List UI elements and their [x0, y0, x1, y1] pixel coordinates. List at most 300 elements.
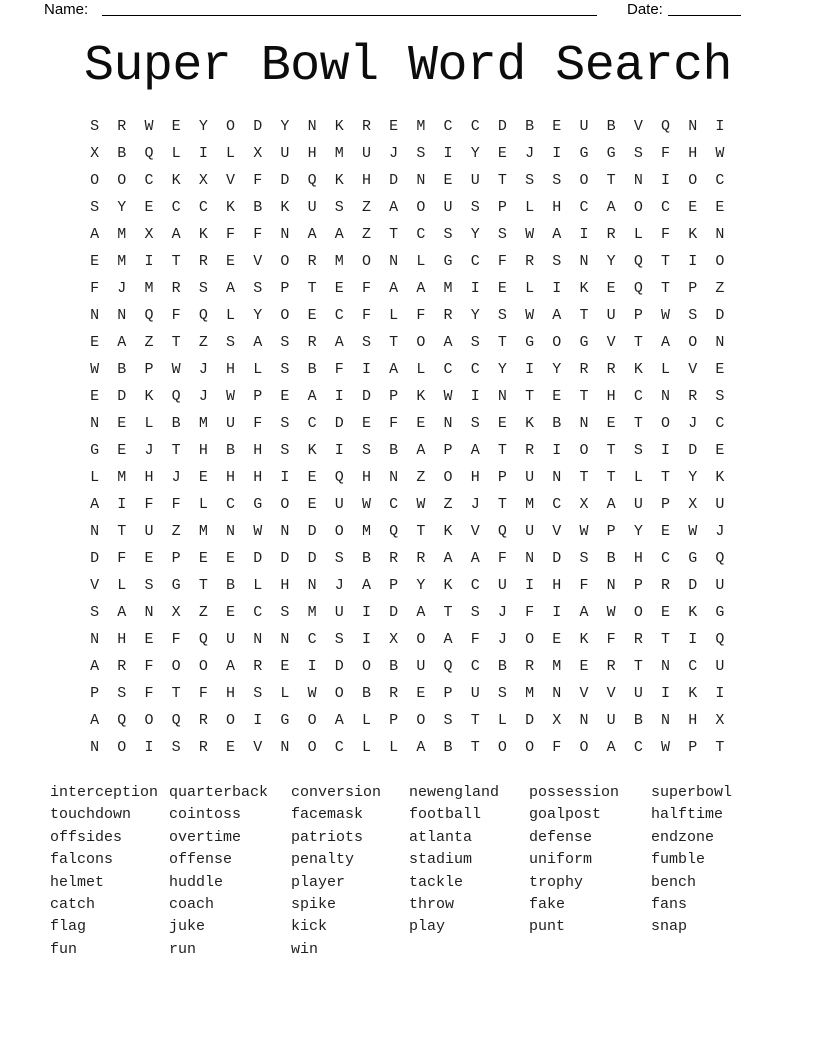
grid-letter: P — [389, 712, 399, 729]
grid-letter: A — [416, 442, 426, 459]
grid-letter: Y — [552, 361, 562, 378]
word-bank-item: throw — [409, 895, 455, 913]
grid-letter: M — [416, 118, 426, 135]
grid-letter: R — [198, 739, 208, 756]
grid-letter: E — [688, 199, 698, 216]
grid-letter: E — [606, 415, 616, 432]
grid-letter: U — [280, 145, 290, 162]
grid-letter: P — [633, 307, 643, 324]
grid-letter: W — [579, 523, 589, 540]
grid-letter: N — [579, 415, 589, 432]
grid-letter: Y — [416, 577, 426, 594]
grid-letter: F — [334, 361, 344, 378]
grid-letter: E — [280, 658, 290, 675]
grid-letter: B — [361, 685, 371, 702]
grid-letter: P — [606, 523, 616, 540]
grid-letter: J — [117, 280, 127, 297]
word-bank-item: fumble — [651, 851, 706, 869]
grid-letter: N — [661, 712, 671, 729]
grid-letter: M — [361, 523, 371, 540]
grid-letter: D — [361, 388, 371, 405]
grid-letter: T — [470, 739, 480, 756]
grid-letter: A — [334, 226, 344, 243]
grid-letter: E — [715, 361, 725, 378]
grid-letter: S — [470, 604, 480, 621]
grid-letter: M — [307, 604, 317, 621]
word-bank-item: punt — [529, 918, 566, 936]
grid-letter: W — [226, 388, 236, 405]
grid-letter: S — [90, 199, 100, 216]
grid-letter: E — [497, 415, 507, 432]
word-bank-item: player — [291, 873, 346, 891]
grid-letter: K — [688, 604, 698, 621]
grid-letter: B — [633, 712, 643, 729]
grid-row — [81, 707, 734, 734]
grid-letter: N — [253, 631, 263, 648]
grid-letter: E — [144, 631, 154, 648]
grid-letter: O — [416, 712, 426, 729]
grid-row — [81, 653, 734, 680]
grid-letter: C — [633, 388, 643, 405]
grid-letter: B — [361, 550, 371, 567]
grid-letter: P — [688, 739, 698, 756]
grid-letter: Z — [361, 199, 371, 216]
grid-letter: P — [661, 496, 671, 513]
word-bank-item: overtime — [169, 828, 242, 846]
grid-letter: H — [253, 469, 263, 486]
grid-letter: Y — [198, 118, 208, 135]
grid-letter: J — [389, 145, 399, 162]
grid-letter: E — [226, 550, 236, 567]
grid-letter: L — [416, 361, 426, 378]
grid-letter: K — [579, 631, 589, 648]
word-bank-item: superbowl — [651, 784, 733, 801]
grid-letter: L — [361, 739, 371, 756]
grid-letter: V — [253, 739, 263, 756]
grid-letter: E — [90, 253, 100, 270]
grid-letter: J — [525, 145, 535, 162]
word-bank-item: touchdown — [50, 806, 132, 824]
grid-row — [81, 464, 734, 491]
grid-letter: E — [226, 739, 236, 756]
grid-letter: M — [334, 145, 344, 162]
grid-letter: S — [525, 172, 535, 189]
grid-letter: Q — [171, 712, 181, 729]
grid-letter: N — [443, 415, 453, 432]
grid-letter: O — [661, 415, 671, 432]
grid-letter: F — [226, 226, 236, 243]
grid-letter: A — [606, 199, 616, 216]
grid-row — [81, 626, 734, 653]
grid-letter: E — [307, 307, 317, 324]
grid-letter: W — [253, 523, 263, 540]
grid-letter: S — [579, 550, 589, 567]
word-bank-column — [50, 782, 158, 961]
grid-letter: I — [117, 496, 127, 513]
grid-letter: L — [661, 361, 671, 378]
grid-letter: E — [416, 685, 426, 702]
grid-letter: T — [497, 334, 507, 351]
grid-letter: C — [307, 415, 317, 432]
grid-letter: T — [389, 334, 399, 351]
grid-letter: L — [633, 469, 643, 486]
grid-letter: G — [579, 145, 589, 162]
grid-letter: O — [688, 172, 698, 189]
grid-letter: M — [117, 226, 127, 243]
grid-letter: C — [470, 577, 480, 594]
grid-letter: K — [334, 172, 344, 189]
grid-letter: C — [470, 118, 480, 135]
grid-letter: A — [579, 604, 589, 621]
grid-letter: C — [253, 604, 263, 621]
word-bank-item: atlanta — [409, 828, 473, 846]
word-bank-item: juke — [169, 918, 206, 936]
grid-row — [81, 140, 734, 167]
grid-letter: F — [661, 145, 671, 162]
grid-letter: K — [443, 523, 453, 540]
grid-letter: Q — [198, 631, 208, 648]
grid-letter: O — [525, 631, 535, 648]
grid-letter: N — [633, 172, 643, 189]
grid-letter: W — [606, 604, 616, 621]
grid-letter: O — [307, 739, 317, 756]
grid-letter: M — [117, 253, 127, 270]
grid-letter: U — [226, 631, 236, 648]
word-bank-column — [651, 782, 732, 939]
grid-letter: S — [90, 604, 100, 621]
grid-letter: F — [171, 631, 181, 648]
grid-letter: U — [361, 145, 371, 162]
grid-letter: N — [661, 388, 671, 405]
grid-letter: G — [90, 442, 100, 459]
grid-letter: R — [606, 361, 616, 378]
grid-letter: E — [280, 388, 290, 405]
grid-letter: L — [253, 577, 263, 594]
grid-letter: L — [117, 577, 127, 594]
grid-letter: Y — [606, 253, 616, 270]
grid-letter: W — [443, 388, 453, 405]
grid-letter: I — [253, 712, 263, 729]
grid-letter: O — [117, 172, 127, 189]
grid-letter: B — [552, 415, 562, 432]
grid-letter: C — [715, 172, 725, 189]
letter-grid — [81, 113, 734, 761]
grid-letter: U — [525, 469, 535, 486]
grid-letter: T — [579, 307, 589, 324]
grid-letter: E — [117, 415, 127, 432]
grid-letter: E — [361, 415, 371, 432]
grid-letter: S — [280, 415, 290, 432]
grid-letter: Z — [198, 334, 208, 351]
grid-letter: T — [307, 280, 317, 297]
grid-letter: I — [144, 739, 154, 756]
word-bank-item: win — [291, 940, 319, 958]
grid-letter: Y — [633, 523, 643, 540]
grid-letter: R — [307, 253, 317, 270]
grid-letter: R — [525, 658, 535, 675]
grid-letter: T — [497, 172, 507, 189]
grid-letter: K — [443, 577, 453, 594]
grid-letter: U — [307, 199, 317, 216]
grid-letter: N — [497, 388, 507, 405]
grid-letter: S — [280, 604, 290, 621]
grid-letter: G — [171, 577, 181, 594]
word-bank-column — [409, 782, 499, 939]
grid-letter: A — [90, 496, 100, 513]
grid-letter: T — [633, 415, 643, 432]
grid-letter: S — [280, 442, 290, 459]
grid-letter: F — [361, 307, 371, 324]
grid-row — [81, 680, 734, 707]
grid-letter: T — [171, 253, 181, 270]
grid-letter: E — [389, 118, 399, 135]
grid-letter: U — [416, 658, 426, 675]
grid-letter: T — [525, 388, 535, 405]
grid-letter: S — [90, 118, 100, 135]
grid-letter: A — [90, 226, 100, 243]
grid-letter: C — [688, 658, 698, 675]
word-bank-item: patriots — [291, 828, 364, 846]
grid-letter: N — [90, 415, 100, 432]
grid-letter: S — [633, 145, 643, 162]
grid-letter: V — [253, 253, 263, 270]
grid-letter: E — [416, 415, 426, 432]
grid-letter: K — [688, 226, 698, 243]
grid-letter: H — [361, 469, 371, 486]
grid-letter: R — [253, 658, 263, 675]
grid-letter: T — [117, 523, 127, 540]
grid-letter: N — [416, 172, 426, 189]
grid-letter: A — [117, 334, 127, 351]
grid-letter: L — [280, 685, 290, 702]
grid-letter: H — [552, 199, 562, 216]
grid-letter: R — [416, 550, 426, 567]
grid-letter: H — [688, 712, 698, 729]
grid-letter: O — [579, 739, 589, 756]
grid-letter: D — [715, 307, 725, 324]
word-bank-item: flag — [50, 918, 87, 936]
grid-letter: R — [307, 334, 317, 351]
grid-letter: M — [334, 253, 344, 270]
grid-letter: D — [253, 550, 263, 567]
grid-letter: A — [90, 712, 100, 729]
grid-letter: I — [661, 685, 671, 702]
grid-letter: U — [470, 685, 480, 702]
grid-letter: I — [661, 172, 671, 189]
grid-letter: O — [715, 253, 725, 270]
grid-letter: Q — [307, 172, 317, 189]
grid-letter: L — [633, 226, 643, 243]
grid-letter: J — [688, 415, 698, 432]
grid-letter: S — [144, 577, 154, 594]
grid-letter: N — [606, 577, 616, 594]
grid-letter: I — [552, 280, 562, 297]
grid-letter: E — [90, 334, 100, 351]
grid-letter: S — [416, 145, 426, 162]
grid-letter: S — [688, 307, 698, 324]
grid-letter: O — [633, 199, 643, 216]
grid-letter: H — [307, 145, 317, 162]
word-bank-column — [169, 782, 268, 961]
grid-row — [81, 275, 734, 302]
grid-letter: O — [416, 334, 426, 351]
grid-letter: A — [389, 199, 399, 216]
grid-letter: K — [633, 361, 643, 378]
grid-letter: O — [579, 442, 589, 459]
grid-letter: A — [552, 307, 562, 324]
grid-letter: F — [253, 226, 263, 243]
grid-letter: A — [661, 334, 671, 351]
grid-letter: D — [307, 550, 317, 567]
grid-letter: S — [552, 253, 562, 270]
grid-letter: H — [226, 361, 236, 378]
grid-letter: P — [389, 388, 399, 405]
grid-letter: M — [117, 469, 127, 486]
grid-letter: E — [226, 253, 236, 270]
grid-letter: E — [226, 604, 236, 621]
grid-letter: X — [253, 145, 263, 162]
grid-letter: A — [90, 658, 100, 675]
grid-letter: Y — [470, 145, 480, 162]
grid-letter: T — [198, 577, 208, 594]
grid-letter: O — [633, 604, 643, 621]
grid-letter: Y — [497, 361, 507, 378]
grid-letter: D — [90, 550, 100, 567]
grid-letter: P — [633, 577, 643, 594]
grid-letter: I — [470, 388, 480, 405]
grid-letter: W — [715, 145, 725, 162]
word-bank-item: stadium — [409, 851, 473, 869]
grid-letter: Q — [715, 550, 725, 567]
word-bank-item: football — [409, 806, 482, 824]
grid-letter: I — [525, 361, 535, 378]
grid-letter: L — [416, 253, 426, 270]
grid-letter: H — [606, 388, 616, 405]
word-bank-item: snap — [651, 918, 688, 936]
grid-letter: S — [253, 280, 263, 297]
grid-letter: K — [198, 226, 208, 243]
grid-letter: A — [470, 442, 480, 459]
grid-letter: Q — [715, 631, 725, 648]
grid-letter: E — [90, 388, 100, 405]
grid-letter: Z — [144, 334, 154, 351]
grid-letter: Y — [470, 226, 480, 243]
word-bank-item: penalty — [291, 851, 355, 869]
grid-letter: P — [688, 280, 698, 297]
grid-letter: Z — [443, 496, 453, 513]
grid-letter: N — [280, 739, 290, 756]
grid-letter: S — [470, 334, 480, 351]
grid-letter: L — [171, 145, 181, 162]
grid-letter: O — [552, 334, 562, 351]
grid-letter: U — [715, 577, 725, 594]
grid-letter: O — [525, 739, 535, 756]
grid-letter: A — [552, 226, 562, 243]
grid-letter: W — [90, 361, 100, 378]
page-title: Super Bowl Word Search — [83, 38, 732, 95]
grid-letter: E — [144, 199, 154, 216]
grid-letter: Z — [171, 523, 181, 540]
grid-letter: F — [90, 280, 100, 297]
grid-letter: V — [579, 685, 589, 702]
grid-letter: A — [334, 712, 344, 729]
grid-letter: C — [579, 199, 589, 216]
grid-letter: N — [579, 712, 589, 729]
grid-letter: G — [606, 145, 616, 162]
grid-letter: B — [226, 577, 236, 594]
grid-letter: E — [497, 280, 507, 297]
grid-letter: L — [144, 415, 154, 432]
grid-letter: K — [171, 172, 181, 189]
grid-letter: U — [334, 496, 344, 513]
grid-letter: N — [307, 577, 317, 594]
grid-letter: W — [661, 307, 671, 324]
grid-letter: F — [525, 604, 535, 621]
grid-letter: N — [715, 334, 725, 351]
word-bank-item: conversion — [291, 784, 382, 801]
grid-letter: F — [198, 685, 208, 702]
grid-letter: Q — [633, 253, 643, 270]
grid-letter: I — [334, 388, 344, 405]
grid-letter: L — [525, 280, 535, 297]
grid-letter: D — [552, 550, 562, 567]
grid-letter: R — [633, 631, 643, 648]
grid-letter: S — [280, 361, 290, 378]
grid-row — [81, 194, 734, 221]
grid-letter: C — [334, 307, 344, 324]
grid-letter: T — [715, 739, 725, 756]
grid-letter: I — [688, 253, 698, 270]
grid-letter: S — [171, 739, 181, 756]
grid-letter: O — [497, 739, 507, 756]
grid-letter: K — [525, 415, 535, 432]
grid-letter: N — [280, 226, 290, 243]
grid-letter: F — [253, 415, 263, 432]
grid-letter: S — [334, 199, 344, 216]
word-bank-item: catch — [50, 895, 96, 913]
grid-letter: I — [361, 631, 371, 648]
grid-letter: V — [470, 523, 480, 540]
grid-letter: S — [198, 280, 208, 297]
grid-letter: C — [226, 496, 236, 513]
grid-letter: Z — [198, 604, 208, 621]
grid-letter: O — [307, 712, 317, 729]
grid-letter: J — [715, 523, 725, 540]
word-bank-item: bench — [651, 873, 697, 891]
grid-letter: C — [389, 496, 399, 513]
grid-letter: O — [416, 199, 426, 216]
grid-letter: U — [144, 523, 154, 540]
grid-letter: S — [280, 334, 290, 351]
grid-letter: L — [389, 307, 399, 324]
grid-letter: X — [198, 172, 208, 189]
grid-letter: X — [144, 226, 154, 243]
grid-letter: K — [715, 469, 725, 486]
grid-letter: M — [552, 658, 562, 675]
grid-letter: I — [552, 604, 562, 621]
word-bank-item: coach — [169, 895, 215, 913]
grid-letter: C — [416, 226, 426, 243]
grid-letter: H — [361, 172, 371, 189]
grid-letter: O — [226, 712, 236, 729]
grid-letter: Q — [661, 118, 671, 135]
grid-letter: S — [552, 172, 562, 189]
grid-letter: B — [307, 361, 317, 378]
grid-letter: Q — [389, 523, 399, 540]
grid-letter: G — [688, 550, 698, 567]
grid-letter: N — [90, 523, 100, 540]
grid-letter: T — [171, 685, 181, 702]
